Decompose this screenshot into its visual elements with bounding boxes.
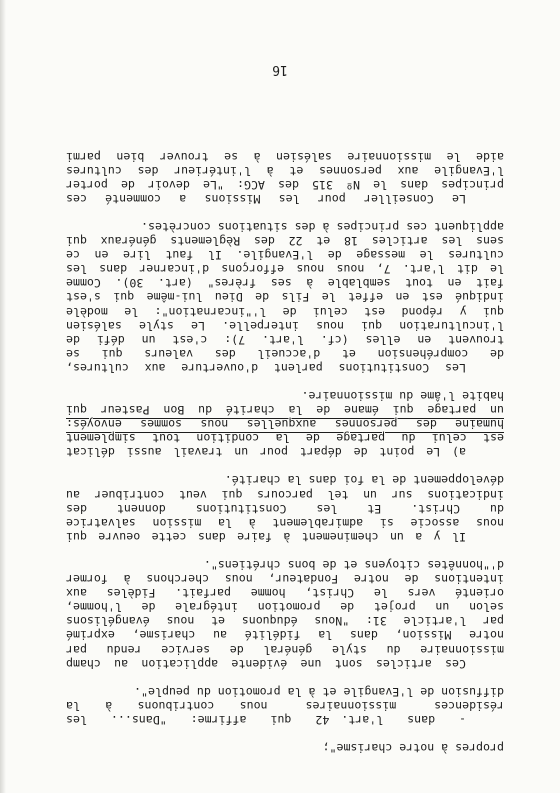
text-line: Il y a un cheminement à faire dans cette oeuvre qui bbox=[66, 529, 466, 544]
text-line: trouvent en elles (cf. l'art. 7): c'est un défi de bbox=[66, 332, 504, 347]
text-line: nous associe si admirablement à la mission salvatrice bbox=[66, 515, 504, 530]
text-line: Les Constitutions parlent d'ouverture aux cultures, bbox=[66, 360, 466, 375]
body-text bbox=[66, 150, 504, 755]
text-line: diffusion de l'Evangile et à la promotion du peuple". bbox=[134, 684, 504, 699]
paragraph-gap bbox=[66, 206, 504, 220]
text-line: habite l'âme du missionnaire. bbox=[301, 389, 504, 404]
text-line: propres à notre charisme"; bbox=[322, 741, 504, 755]
text-line: indications sur un tel parcours qui veut contribuer au bbox=[66, 487, 504, 502]
text-line: d'"honnêtes citoyens et de bons chrétiens". bbox=[203, 557, 504, 572]
text-line: - dans l'art. 42 qui affirme: "Dans... les bbox=[66, 712, 466, 727]
text-line: cultures le message de l'Evangile. Il faut lire en ce bbox=[66, 248, 504, 263]
page-edge-shadow bbox=[0, 0, 6, 793]
text-line: humaine des personnes auxquelles nous sommes envoyés: bbox=[66, 417, 504, 432]
text-line: est celui du partage de la condition tout simplement bbox=[66, 431, 504, 446]
text-line: par l'article 31: "Nous éduquons et nous évangélisons bbox=[66, 614, 504, 629]
text-line: intentions de notre Fondateur, nous cherchons à former bbox=[66, 572, 504, 587]
text-line: le dit l'art. 7, nous nous efforçons d'incarner dans les bbox=[66, 262, 504, 277]
page-number: 16 bbox=[272, 62, 288, 77]
text-line: un partage qui émane de la charité du Bon Pasteur qui bbox=[66, 403, 504, 418]
paragraph-gap bbox=[66, 727, 504, 741]
text-line: a) Le point de départ pour un travail aussi délicat bbox=[66, 445, 466, 460]
paragraph-gap bbox=[66, 375, 504, 389]
paragraph-gap bbox=[66, 459, 504, 473]
text-line: Le Conseiller pour les Missions a commenté ces bbox=[66, 191, 466, 206]
text-line: développement de la foi dans la charité. bbox=[224, 473, 504, 488]
text-line: indiqué est en effet le Fils de Dieu lui-même qui s'est bbox=[66, 290, 504, 305]
text-line: sens les articles 18 et 22 des Règlements généraux qui bbox=[66, 234, 504, 249]
text-line: appliquent ces principes à des situations concrètes. bbox=[141, 220, 504, 234]
text-line: résidences missionnaires nous contribuons à la bbox=[66, 698, 504, 713]
text-line: principes dans le Nº 315 des ACG: "Le devoir de porter bbox=[66, 177, 504, 192]
paragraph-gap bbox=[66, 544, 504, 558]
text-line: aide le missionnaire salésien à se trouver bien parmi bbox=[66, 149, 504, 164]
text-line: qui y répond est celui de l'"incarnation": le modèle bbox=[66, 304, 504, 319]
paragraph-gap bbox=[66, 671, 504, 685]
text-line: du Christ. Et les Constitutions donnent des bbox=[66, 501, 504, 516]
text-line: notre Mission, dans la fidélité au charisme, exprimé bbox=[66, 628, 504, 643]
text-line: fait en tout semblable à ses frères" (art. 30). Comme bbox=[66, 276, 504, 291]
text-line: de compréhension et d'accueil des valeurs qui se bbox=[66, 346, 504, 361]
text-line: orienté vers le Christ, homme parfait. Fidèles aux bbox=[66, 586, 504, 601]
text-line: l'inculturation qui nous interpelle. Le style salésien bbox=[66, 318, 504, 333]
text-line: missionnaire du style général de service rendu par bbox=[66, 642, 504, 657]
text-line: Ces articles sont une évidente application au champ bbox=[66, 656, 466, 671]
text-line: selon un projet de promotion intégrale de l'homme, bbox=[66, 600, 504, 615]
text-line: l'Evangile aux personnes et à l'intérieur des cultures bbox=[66, 163, 504, 178]
